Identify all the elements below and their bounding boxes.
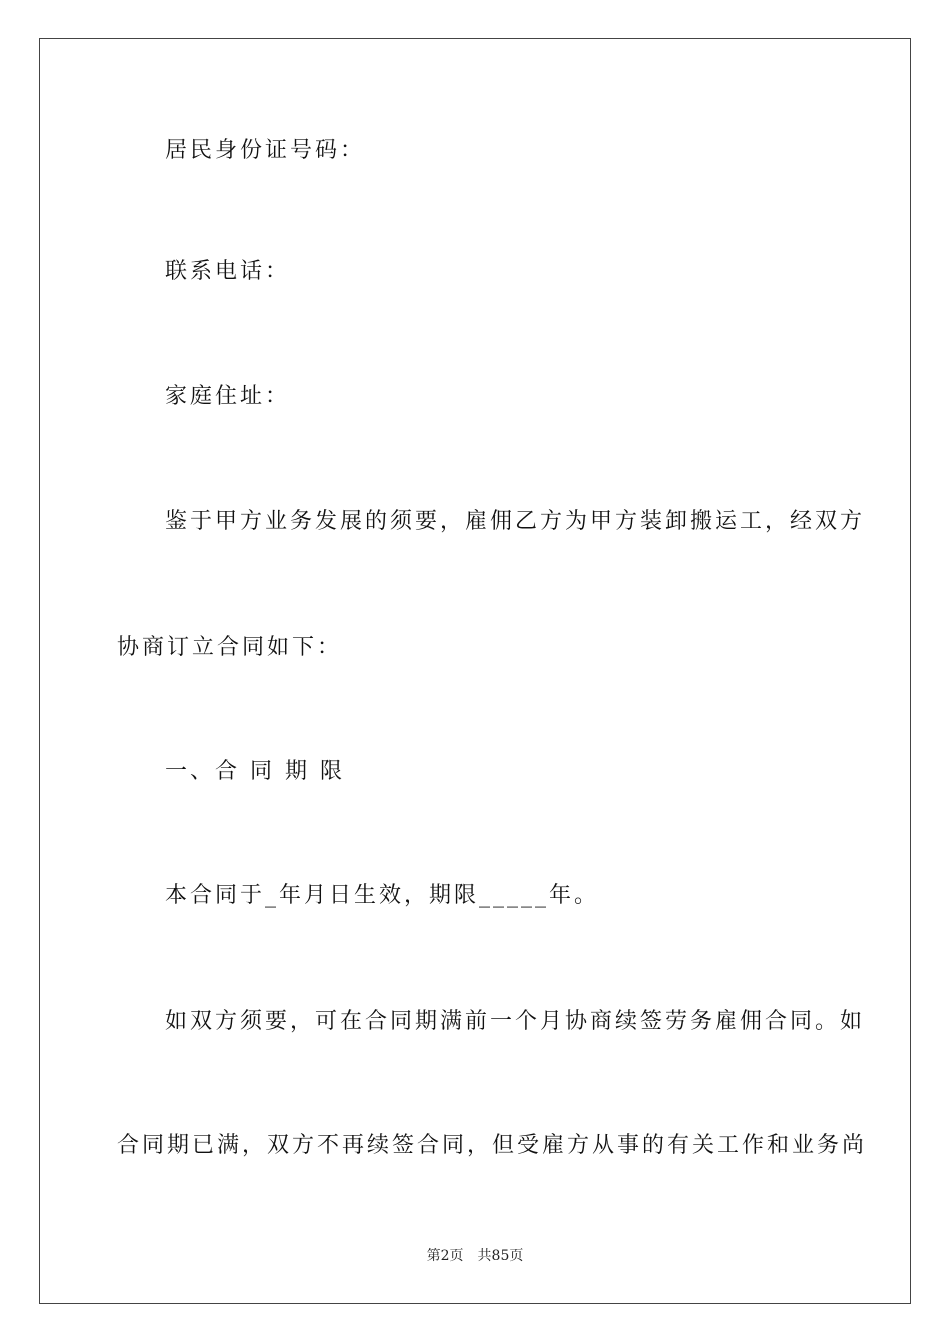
preamble-line-2: 协商订立合同如下： (117, 635, 343, 660)
renewal-clause-line-1: 如双方须要，可在合同期满前一个月协商续签劳务雇佣合同。如 (165, 1009, 866, 1034)
page-number: 第2页 (426, 1248, 464, 1264)
renewal-clause-line-2: 合同期已满，双方不再续签合同，但受雇方从事的有关工作和业务尚 (117, 1133, 868, 1158)
id-number-label: 居民身份证号码： (165, 138, 366, 163)
page-footer (0, 1246, 950, 1266)
preamble-line-1: 鉴于甲方业务发展的须要，雇佣乙方为甲方装卸搬运工，经双方 (165, 509, 866, 534)
page-border (39, 38, 911, 1304)
term-clause: 本合同于_年月日生效，期限_____年。 (165, 883, 600, 908)
phone-label: 联系电话： (165, 259, 291, 284)
page-total: 共85页 (477, 1248, 524, 1264)
section-heading-term: 一、合 同 期 限 (165, 759, 345, 784)
address-label: 家庭住址： (165, 384, 291, 409)
